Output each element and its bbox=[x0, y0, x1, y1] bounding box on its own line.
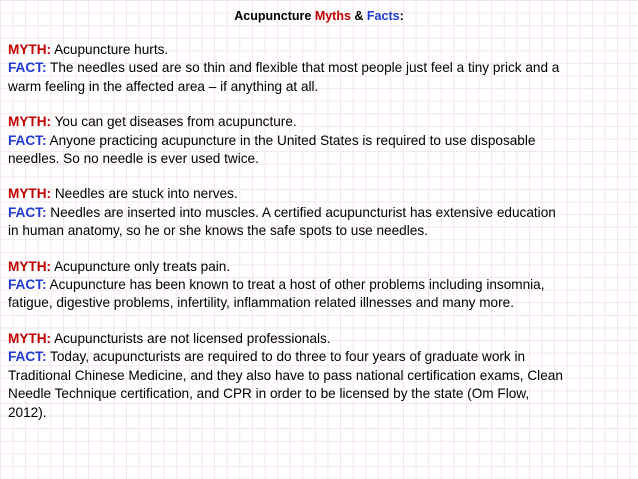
title-prefix: Acupuncture bbox=[234, 9, 315, 23]
myth-fact-pair bbox=[8, 330, 634, 422]
myth-text: Acupuncturists are not licensed professionals. bbox=[51, 330, 331, 346]
fact-line: warm feeling in the affected area – if anything at all. bbox=[8, 78, 319, 94]
fact-text: Needles are inserted into muscles. A certified acupuncturist has extensive education bbox=[46, 204, 556, 220]
fact-label: FACT: bbox=[8, 132, 47, 148]
fact-text: Acupuncture has been known to treat a host of other problems including insomnia, bbox=[46, 277, 545, 293]
myths-facts-list bbox=[8, 41, 634, 439]
myth-line bbox=[8, 330, 634, 348]
fact-line: Needle Technique certification, and CPR in order to be licensed by the state (Om Flow, bbox=[8, 386, 530, 402]
fact-line: Traditional Chinese Medicine, and they also have to pass national certification exams, Clean bbox=[8, 367, 563, 383]
myth-fact-pair bbox=[8, 185, 634, 240]
myth-line bbox=[8, 113, 634, 131]
myth-line bbox=[8, 41, 634, 59]
fact-text: Anyone practicing acupuncture in the United States is required to use disposable bbox=[46, 132, 536, 148]
myth-line bbox=[8, 185, 634, 203]
fact-line: needles. So no needle is ever used twice. bbox=[8, 151, 259, 167]
fact-text: The needles used are so thin and flexible that most people just feel a tiny prick and a bbox=[46, 60, 560, 76]
fact-line: in human anatomy, so he or she knows the safe spots to use needles. bbox=[8, 223, 428, 239]
fact-label: FACT: bbox=[8, 204, 47, 220]
fact-text: Today, acupuncturists are required to do three to four years of graduate work in bbox=[46, 349, 526, 365]
myth-text: Acupuncture only treats pain. bbox=[51, 258, 231, 274]
myth-line bbox=[8, 258, 634, 276]
fact-line: 2012). bbox=[8, 404, 47, 420]
myth-text: Acupuncture hurts. bbox=[51, 42, 169, 57]
page-title bbox=[0, 8, 638, 24]
title-myths: Myths bbox=[314, 9, 351, 23]
myth-fact-pair bbox=[8, 113, 634, 168]
title-amp: & bbox=[350, 9, 367, 23]
myth-label: MYTH: bbox=[8, 330, 52, 346]
myth-label: MYTH: bbox=[8, 42, 52, 57]
fact-line: fatigue, digestive problems, infertility, inflammation related illnesses and many more. bbox=[8, 295, 514, 311]
myth-text: You can get diseases from acupuncture. bbox=[51, 114, 297, 130]
myth-fact-pair bbox=[8, 258, 634, 313]
fact-label: FACT: bbox=[8, 277, 47, 293]
fact-line bbox=[8, 59, 634, 77]
title-facts: Facts bbox=[366, 9, 400, 23]
fact-label: FACT: bbox=[8, 60, 47, 76]
title-colon: : bbox=[399, 9, 404, 23]
myth-label: MYTH: bbox=[8, 114, 52, 130]
fact-line bbox=[8, 132, 634, 150]
myth-fact-pair bbox=[8, 41, 634, 96]
fact-line bbox=[8, 204, 634, 222]
fact-line bbox=[8, 348, 634, 366]
fact-line bbox=[8, 276, 634, 294]
myth-label: MYTH: bbox=[8, 186, 52, 202]
myth-label: MYTH: bbox=[8, 258, 52, 274]
fact-label: FACT: bbox=[8, 349, 47, 365]
myth-text: Needles are stuck into nerves. bbox=[51, 186, 238, 202]
